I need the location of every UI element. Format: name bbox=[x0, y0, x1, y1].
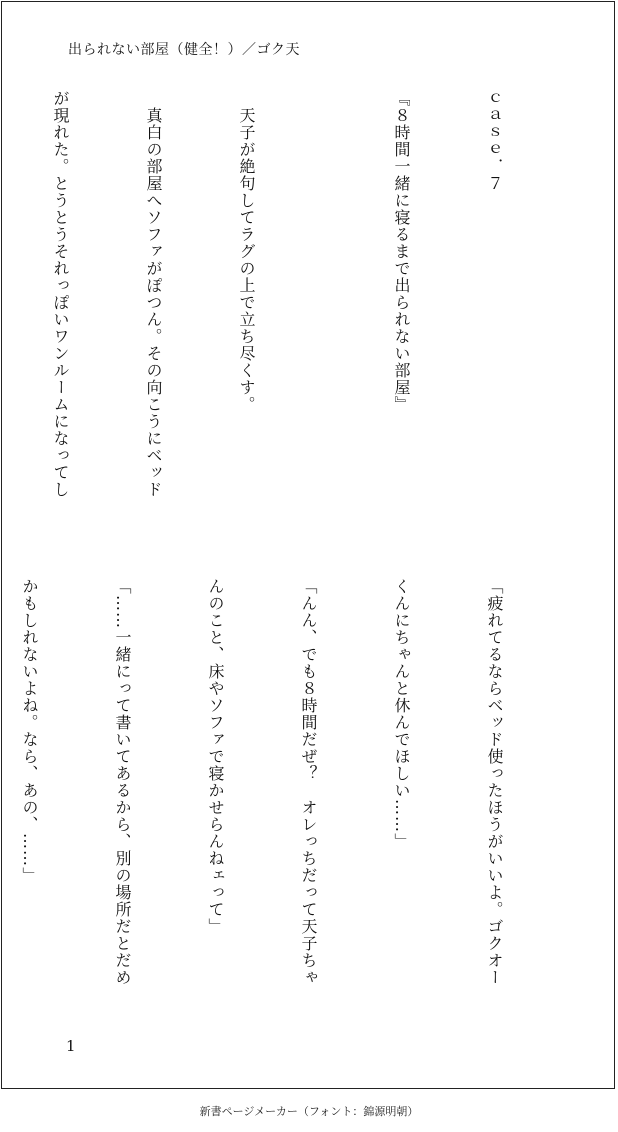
upper-text-block bbox=[0, 90, 572, 530]
footer-credit: 新書ページメーカー（フォント：錦源明朝） bbox=[199, 1105, 419, 1118]
text-line: が現れた。とうとうそれっぽいワンルームになってし bbox=[51, 90, 70, 498]
text-line: 「……一緒にって書いてあるから、別の場所だとだめ bbox=[113, 578, 132, 986]
text-line: 「疲れてるならベッド使ったほうがいいよ。ゴクオー bbox=[485, 578, 504, 986]
page-header-title: 出られない部屋（健全！）／ゴク天 bbox=[68, 42, 300, 58]
text-line: ｃａｓｅ．７ bbox=[485, 90, 504, 192]
text-line: んのこと、床やソファで寝かせらんねェって」 bbox=[206, 578, 225, 935]
text-line: 真白の部屋へソファがぽつん。その向こうにベッド bbox=[144, 90, 163, 498]
text-line: くんにちゃんと休んでほしい……」 bbox=[392, 578, 411, 850]
text-line: 「んん、でも８時間だぜ？ オレっちだって天子ちゃ bbox=[299, 578, 318, 986]
text-line: 天子が絶句してラグの上で立ち尽くす。 bbox=[237, 90, 256, 413]
text-line: かもしれないよね。なら、あの、……」 bbox=[20, 578, 39, 884]
book-page bbox=[1, 1, 615, 1089]
page-number: 1 bbox=[66, 1037, 76, 1055]
lower-text-block bbox=[0, 578, 572, 1018]
text-line: 『８時間一緒に寝るまで出られない部屋』 bbox=[392, 90, 411, 413]
